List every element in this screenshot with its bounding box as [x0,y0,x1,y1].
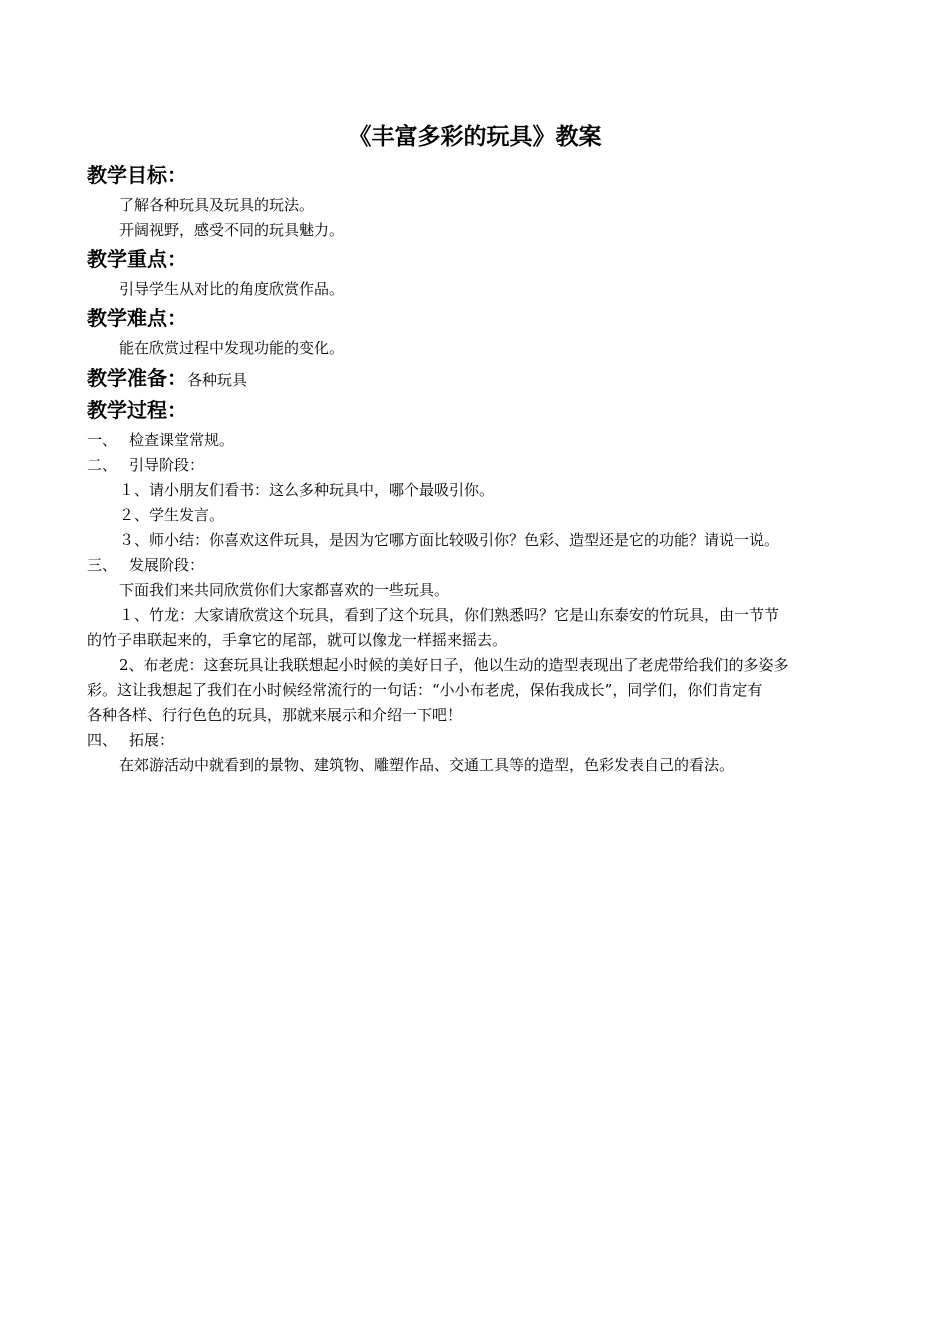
step-1-number: 一、 [87,431,118,449]
objective-line-2: 开阔视野，感受不同的玩具魅力。 [119,221,345,239]
step-3-number: 三、 [87,556,118,574]
process-heading: 教学过程： [87,398,187,422]
key-points-heading: 教学重点： [87,247,187,271]
document-title: 《丰富多彩的玩具》教案 [348,124,602,150]
step-4 [87,728,174,752]
step-3-p1-line-1: １、竹龙：大家请欣赏这个玩具，看到了这个玩具，你们熟悉吗？它是山东泰安的竹玩具，由一节节 [119,606,780,624]
step-2-line-2: ２、学生发言。 [119,506,225,524]
difficulties-heading: 教学难点： [87,306,187,330]
step-3 [87,553,204,577]
step-4-text: 拓展： [129,731,175,749]
step-4-line: 在郊游活动中就看到的景物、建筑物、雕塑作品、交通工具等的造型，色彩发表自己的看法。 [119,756,735,774]
objective-line-1: 了解各种玩具及玩具的玩法。 [119,196,315,214]
step-2 [87,453,204,477]
step-1-text: 检查课堂常规。 [129,431,235,449]
step-3-p2-line-1: 2、布老虎：这套玩具让我联想起小时候的美好日子，他以生动的造型表现出了老虎带给我们的多姿多 [119,656,789,674]
step-2-line-1: １、请小朋友们看书：这么多种玩具中，哪个最吸引你。 [119,481,495,499]
step-2-line-3: ３、师小结：你喜欢这件玩具，是因为它哪方面比较吸引你？色彩、造型还是它的功能？请说一说。 [119,531,780,549]
step-3-p2-line-2: 彩。这让我想起了我们在小时候经常流行的一句话：“小小布老虎，保佑我成长”，同学们，你们肯定有 [87,681,763,699]
preparation-text: 各种玩具 [187,371,248,389]
step-3-p2-line-3: 各种各样、行行色色的玩具，那就来展示和介绍一下吧！ [87,706,463,724]
preparation-label: 教学准备： [87,366,187,390]
objectives-heading: 教学目标： [87,163,187,187]
preparation-heading [87,364,247,394]
difficulty-line-1: 能在欣赏过程中发现功能的变化。 [119,339,345,357]
step-4-number: 四、 [87,731,118,749]
step-1 [87,428,234,452]
step-3-p1-line-2: 的竹子串联起来的，手拿它的尾部，就可以像龙一样摇来摇去。 [87,631,508,649]
step-3-intro: 下面我们来共同欣赏你们大家都喜欢的一些玩具。 [119,581,450,599]
step-3-text: 发展阶段： [129,556,205,574]
key-point-line-1: 引导学生从对比的角度欣赏作品。 [119,280,345,298]
step-2-text: 引导阶段： [129,456,205,474]
step-2-number: 二、 [87,456,118,474]
